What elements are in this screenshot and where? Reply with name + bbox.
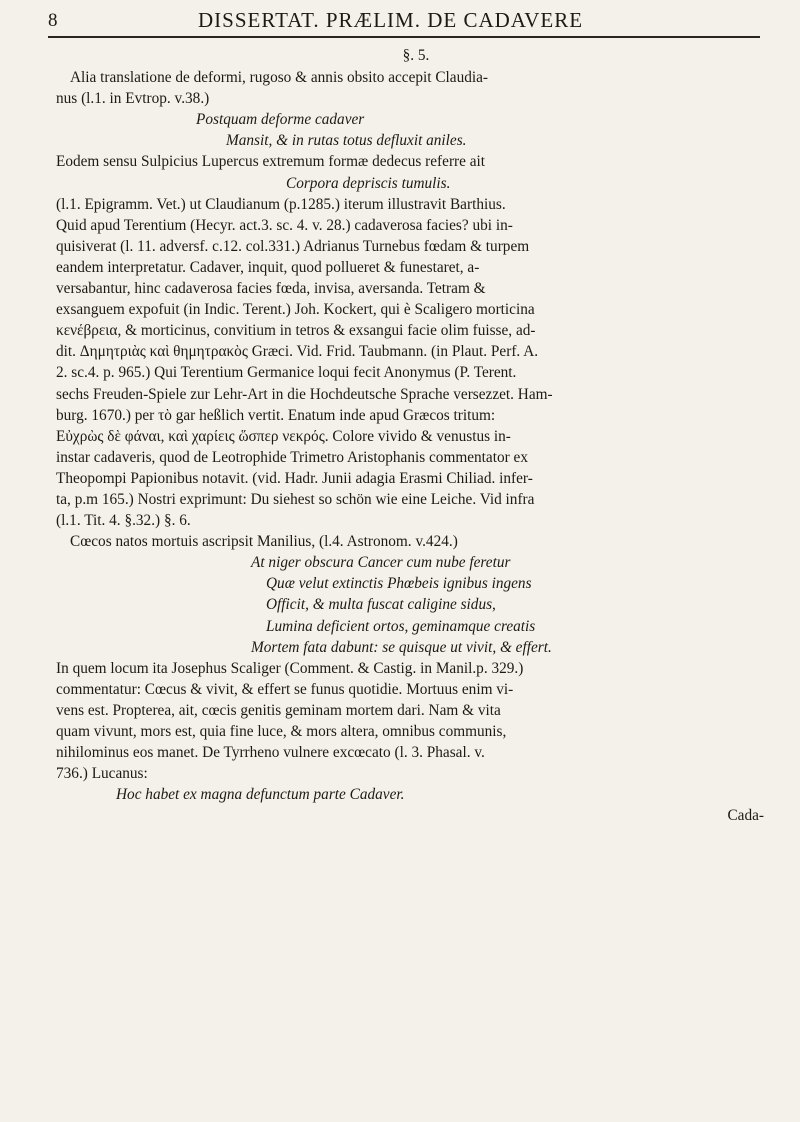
text-line: sechs Freuden-Spiele zur Lehr-Art in die Hochdeutsche Sprache versezzet. Ham- (56, 385, 553, 403)
text-line: 736.) Lucanus: (56, 765, 148, 783)
verse-line: Quæ velut extinctis Phœbeis ignibus ingens (266, 575, 532, 593)
body-text (56, 44, 776, 826)
verse-line: Hoc habet ex magna defunctum parte Cadaver. (116, 786, 405, 804)
verse-line: Postquam deforme cadaver (196, 111, 365, 129)
text-line: κενέβρεια, & morticinus, convitium in tetros & exsangui facie olim fuisse, ad- (56, 322, 536, 340)
verse-line: Mansit, & in rutas totus defluxit aniles. (226, 132, 467, 150)
verse-line: At niger obscura Cancer cum nube feretur (251, 554, 511, 572)
text-line: versabantur, hinc cadaverosa facies fœda, invisa, aversanda. Tetram & (56, 280, 486, 298)
text-line: quam vivunt, mors est, quia fine luce, & mors altera, omnibus communis, (56, 723, 507, 740)
text-line: Theopompi Papionibus notavit. (vid. Hadr. Junii adagia Erasmi Chiliad. infer- (56, 469, 533, 487)
verse-line: Corpora depriscis tumulis. (286, 174, 451, 192)
text-line: Quid apud Terentium (Hecyr. act.3. sc. 4. v. 28.) cadaverosa facies? ubi in- (56, 216, 513, 234)
page-header (48, 6, 760, 38)
text-line: vens est. Propterea, ait, cœcis genitis geminam mortem dari. Nam & vita (56, 701, 501, 719)
verse-line: Lumina deficient ortos, geminamque creatis (266, 617, 536, 635)
text-line: nihilominus eos manet. De Tyrrheno vulnere excœcato (l. 3. Phasal. v. (56, 744, 485, 762)
text-line: quisiverat (l. 11. adversf. c.12. col.331.) Adrianus Turnebus fœdam & turpem (56, 237, 530, 255)
text-line: burg. 1670.) per τὸ gar heßlich vertit. Enatum inde apud Græcos tritum: (56, 406, 496, 424)
text-line: ta, p.m 165.) Nostri exprimunt: Du siehest so schön wie eine Leiche. Vid infra (56, 490, 535, 508)
text-line: Εὐχρὼς δὲ φάναι, καὶ χαρίεις ὥσπερ νεκρός. Colore vivido & venustus in- (56, 427, 511, 445)
text-line: Alia translatione de deformi, rugoso & annis obsito accepit Claudia- (70, 69, 489, 87)
verse-line: Officit, & multa fuscat caligine sidus, (266, 596, 496, 614)
text-line: (l.1. Tit. 4. §.32.) §. 6. (56, 512, 191, 530)
running-head: DISSERTAT. PRÆLIM. DE CADAVERE (198, 8, 584, 32)
text-line: Cœcos natos mortuis ascripsit Manilius, (l.4. Astronom. v.424.) (70, 533, 458, 551)
text-line: Eodem sensu Sulpicius Lupercus extremum formæ dedecus referre ait (56, 153, 486, 171)
section-number: §. 5. (402, 47, 430, 64)
text-line: dit. Δημητριὰς καὶ θημητρακὸς Græci. Vid. Frid. Taubmann. (in Plaut. Perf. A. (56, 343, 539, 361)
verse-line: Mortem fata dabunt: se quisque ut vivit, & effert. (251, 638, 552, 656)
text-line: instar cadaveris, quod de Leotrophide Trimetro Aristophanis commentator ex (56, 448, 528, 466)
text-line: nus (l.1. in Evtrop. v.38.) (56, 90, 210, 108)
text-line: In quem locum ita Josephus Scaliger (Comment. & Castig. in Manil.p. 329.) (56, 659, 524, 677)
text-line: eandem interpretatur. Cadaver, inquit, quod pollueret & funestaret, a- (56, 258, 480, 276)
page-number: 8 (48, 10, 58, 31)
text-line: (l.1. Epigramm. Vet.) ut Claudianum (p.1285.) iterum illustravit Barthius. (56, 195, 506, 213)
text-line: exsanguem expofuit (in Indic. Terent.) Joh. Kockert, qui è Scaligero morticina (56, 301, 535, 319)
text-line: commentatur: Cœcus & vivit, & effert se funus quotidie. Mortuus enim vi- (56, 680, 514, 698)
text-line: 2. sc.4. p. 965.) Qui Terentium Germanice loqui fecit Anonymus (P. Terent. (56, 364, 517, 382)
catchword: Cada- (727, 807, 764, 825)
